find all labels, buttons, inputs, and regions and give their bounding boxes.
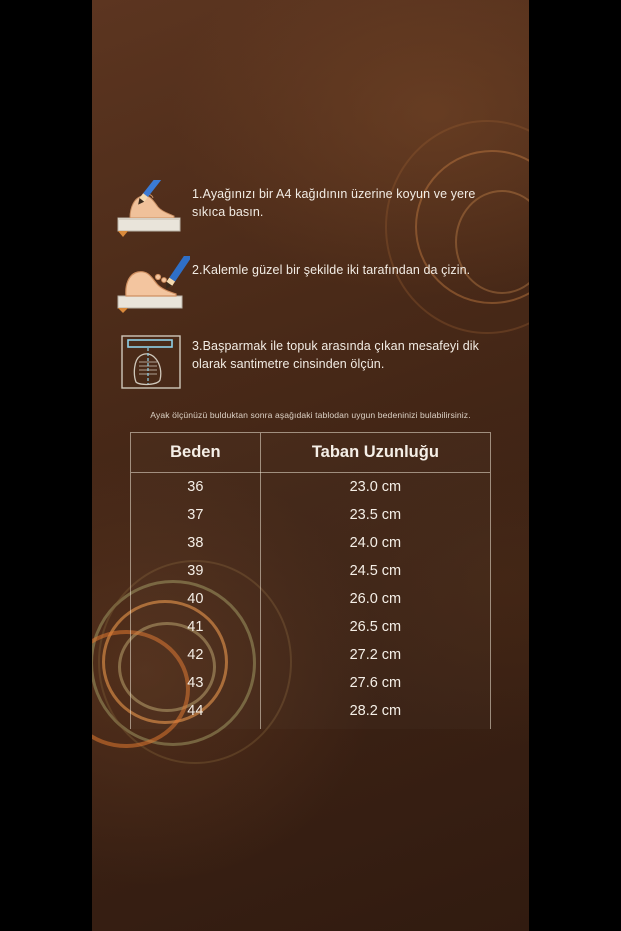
size-table	[131, 433, 490, 729]
step-1	[110, 180, 511, 238]
foot-on-paper-with-pencil-icon	[112, 180, 190, 238]
step-2-figure	[110, 256, 192, 314]
cell-taban-uzunlugu: 28.2 cm	[349, 703, 402, 719]
cell-taban-uzunlugu: 23.0 cm	[349, 479, 402, 495]
step-3-figure	[110, 332, 192, 392]
table-header-taban-uzunlugu: Taban Uzunluğu	[260, 433, 490, 473]
table-row	[131, 669, 490, 697]
cell-taban-uzunlugu: 27.2 cm	[349, 647, 402, 663]
table-header-row	[131, 433, 490, 473]
cell-beden: 40	[131, 585, 260, 613]
poster-content	[92, 0, 529, 729]
table-row	[131, 613, 490, 641]
table-row	[131, 557, 490, 585]
size-note: Ayak ölçünüzü bulduktan sonra aşağıdaki tablodan uygun bedeninizi bulabilirsiniz.	[150, 410, 471, 420]
cell-taban-uzunlugu: 24.5 cm	[349, 563, 402, 579]
table-row	[131, 473, 490, 502]
cell-beden: 41	[131, 613, 260, 641]
size-guide-poster	[92, 0, 529, 931]
step-3-text: 3.Başparmak ile topuk arasında çıkan mesafeyi dik olarak santimetre cinsinden ölçün.	[192, 339, 479, 371]
step-3	[110, 332, 511, 392]
table-row	[131, 585, 490, 613]
size-table-wrapper	[130, 432, 491, 729]
foot-outline-drawing-icon	[112, 256, 190, 314]
table-row	[131, 697, 490, 729]
step-1-text: 1.Ayağınızı bir A4 kağıdının üzerine koyun ve yere sıkıca basın.	[192, 187, 476, 219]
step-2	[110, 256, 511, 314]
table-header-beden: Beden	[131, 433, 260, 473]
cell-taban-uzunlugu: 24.0 cm	[349, 535, 402, 551]
cell-beden: 44	[131, 697, 260, 729]
table-row	[131, 641, 490, 669]
cell-taban-uzunlugu: 27.6 cm	[349, 675, 402, 691]
cell-beden: 38	[131, 529, 260, 557]
step-1-figure	[110, 180, 192, 238]
cell-beden: 43	[131, 669, 260, 697]
foot-measurement-ruler-icon	[112, 332, 190, 392]
cell-taban-uzunlugu: 26.5 cm	[349, 619, 402, 635]
cell-beden: 39	[131, 557, 260, 585]
cell-beden: 36	[131, 473, 260, 502]
cell-beden: 42	[131, 641, 260, 669]
cell-beden: 37	[131, 501, 260, 529]
step-2-text: 2.Kalemle güzel bir şekilde iki tarafından da çizin.	[192, 263, 471, 277]
cell-taban-uzunlugu: 23.5 cm	[349, 507, 402, 523]
cell-taban-uzunlugu: 26.0 cm	[349, 591, 402, 607]
table-row	[131, 529, 490, 557]
table-row	[131, 501, 490, 529]
